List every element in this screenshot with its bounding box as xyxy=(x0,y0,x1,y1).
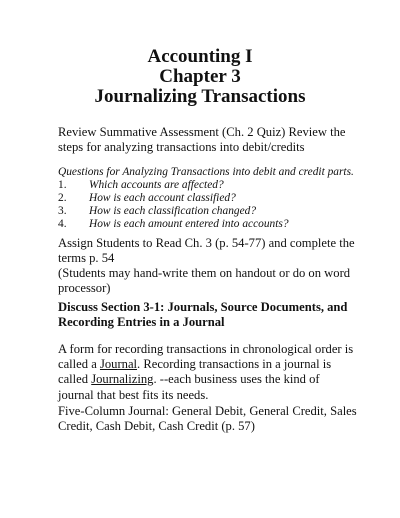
journal-definition-paragraph xyxy=(58,342,358,403)
definition-text: . --each business uses the kind of journal that best fits its needs. xyxy=(58,372,320,402)
term-journal: Journal xyxy=(99,357,138,372)
question-number: 3. xyxy=(58,205,67,217)
question-number: 2. xyxy=(58,192,67,204)
definition-text: A form for recording transactions in chronological order is called a xyxy=(58,342,354,372)
assign-reading-paragraph: Assign Students to Read Ch. 3 (p. 54-77) and complete the terms p. 54 xyxy=(58,236,355,266)
five-column-journal-paragraph: Five-Column Journal: General Debit, General Credit, Sales Credit, Cash Debit, Cash Credit (p. 57) xyxy=(58,404,357,434)
section-heading: Discuss Section 3-1: Journals, Source Documents, and Recording Entries in a Journal xyxy=(58,300,348,330)
question-number: 1. xyxy=(58,179,67,191)
term-journalizing: Journalizing xyxy=(91,372,154,387)
review-paragraph: Review Summative Assessment (Ch. 2 Quiz) Review the steps for analyzing transactions into debit/credits xyxy=(58,125,346,155)
question-number: 4. xyxy=(58,218,67,230)
question-text: Which accounts are affected? xyxy=(89,179,224,191)
doc-title-topic: Journalizing Transactions xyxy=(94,86,306,107)
questions-heading: Questions for Analyzing Transactions into debit and credit parts. xyxy=(58,166,354,178)
assign-note-paragraph: (Students may hand-write them on handout or do on word processor) xyxy=(58,266,351,296)
doc-title-chapter: Chapter 3 xyxy=(159,66,241,87)
question-text: How is each account classified? xyxy=(89,192,236,204)
definition-text: . Recording transactions in a journal is called xyxy=(58,357,332,387)
question-text: How is each classification changed? xyxy=(89,205,257,217)
doc-title-course: Accounting I xyxy=(147,46,253,67)
question-text: How is each amount entered into accounts? xyxy=(89,218,289,230)
